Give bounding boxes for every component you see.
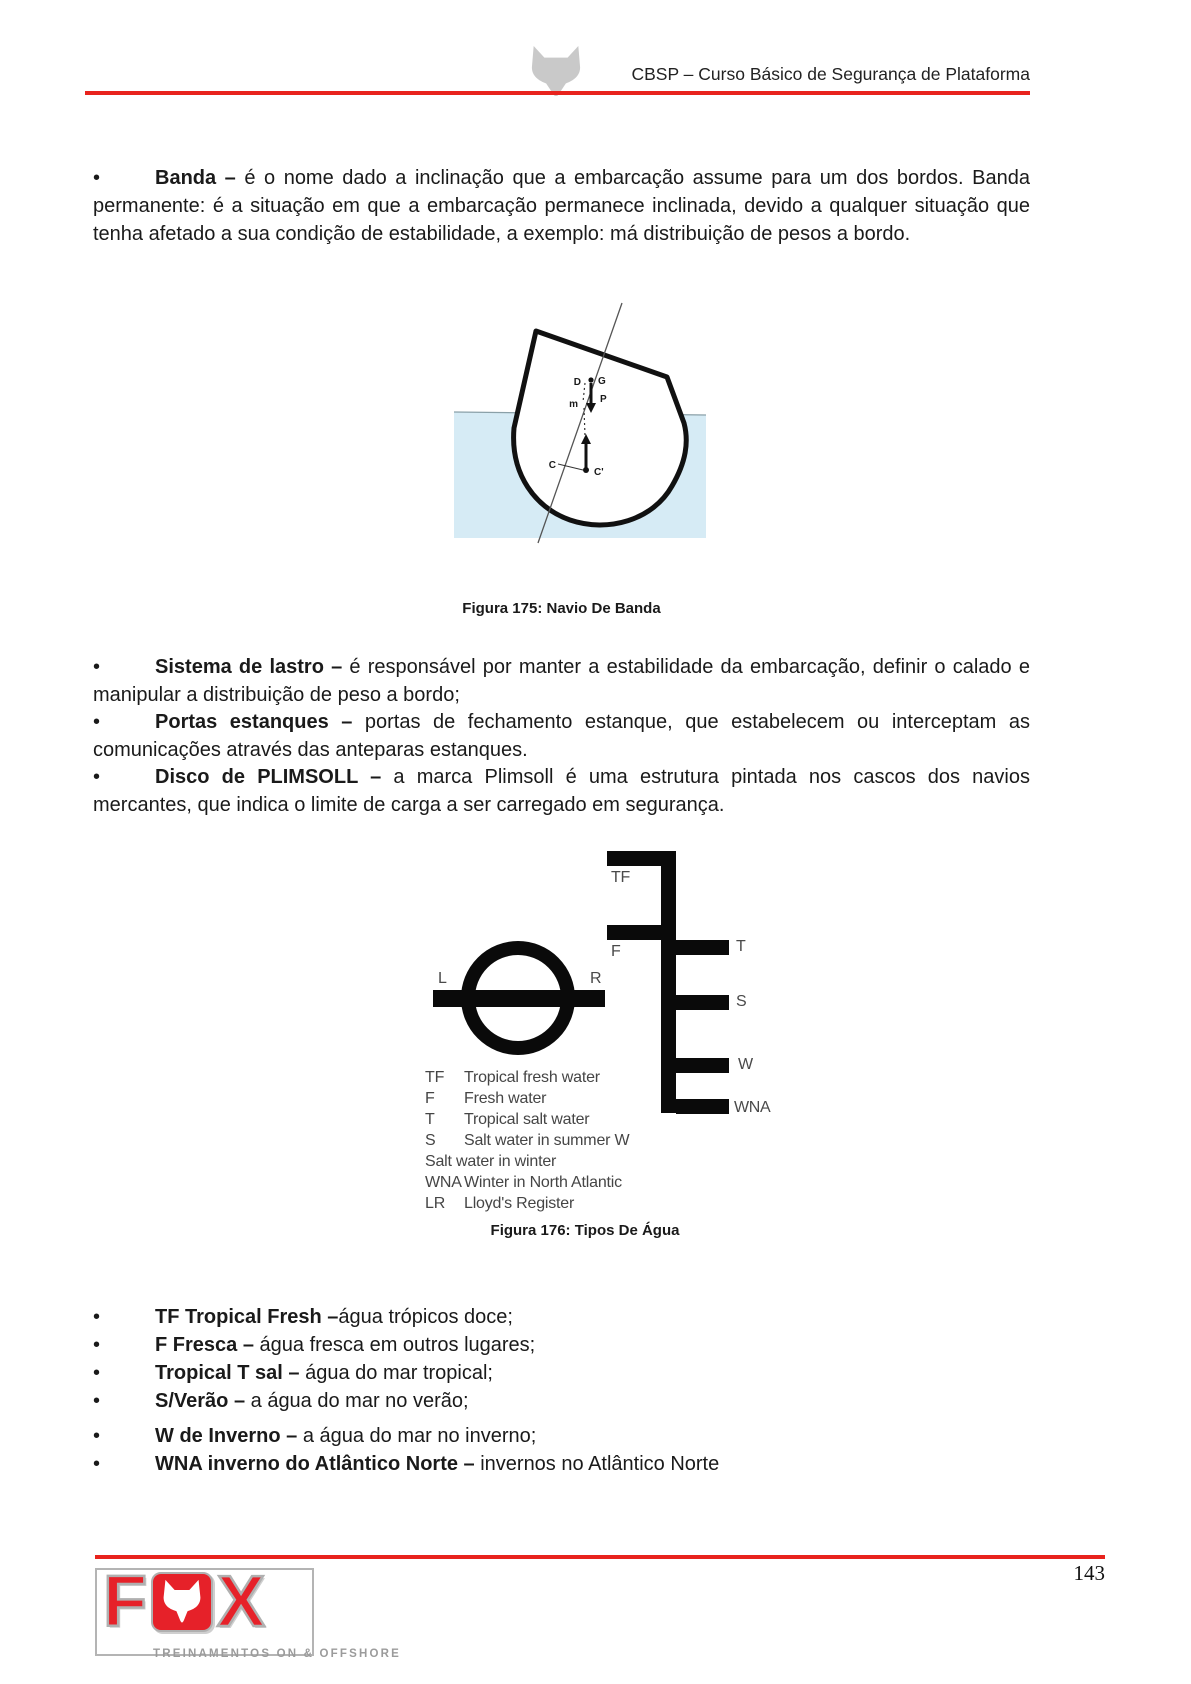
page-number: 143	[1073, 1561, 1105, 1585]
paragraph-portas-estanques	[93, 709, 1030, 764]
plimsoll-t-line	[676, 940, 729, 955]
bullet-marker: •	[93, 1334, 101, 1356]
list-item-f-text: água fresca em outros lugares;	[253, 1334, 536, 1356]
legend-abbr: S	[425, 1132, 436, 1149]
legend-desc: Tropical salt water	[464, 1111, 590, 1128]
paragraph-disco-plimsoll-text: a marca Plimsoll é uma estrutura pintada nos cascos dos navios mercantes, que indica o limite de carga a ser carregado em segurança.	[93, 766, 1030, 816]
plimsoll-wna-line	[676, 1099, 729, 1114]
figure-175-navio-de-banda	[448, 290, 710, 545]
list-item-s-text: a água do mar no verão;	[245, 1390, 469, 1412]
fox-logo-letter-f: F	[103, 1562, 147, 1642]
term-f: F Fresca –	[155, 1334, 254, 1356]
legend-abbr: LR	[425, 1195, 446, 1212]
bullet-marker: •	[93, 711, 101, 733]
paragraph-sistema-lastro-text: é responsável por manter a estabilidade da embarcação, definir o calado e manipular a distribuição de peso a bordo;	[93, 656, 1030, 706]
legend-row	[425, 1130, 655, 1151]
legend-abbr: TF	[425, 1069, 445, 1086]
fox-logo-letters	[103, 1562, 266, 1642]
bullet-marker: •	[93, 656, 101, 678]
legend-row	[425, 1193, 655, 1214]
term-sistema-lastro: Sistema de lastro –	[155, 656, 343, 678]
plimsoll-f-line	[607, 925, 667, 940]
bullet-marker: •	[93, 1453, 101, 1475]
term-w: W de Inverno –	[155, 1425, 298, 1447]
mark-label-l: L	[438, 970, 447, 987]
figure-176-plimsoll-mark	[400, 843, 770, 1223]
fox-logo-letter-x: X	[216, 1562, 266, 1642]
legend-row	[425, 1088, 655, 1109]
legend-abbr: F	[425, 1090, 435, 1107]
label-p: P	[600, 394, 607, 405]
figure-176-caption: Figura 176: Tipos De Água	[490, 1222, 680, 1239]
fox-logo-subline	[95, 1654, 150, 1656]
paragraph-disco-plimsoll	[93, 764, 1030, 819]
ship-hull-outline	[514, 331, 687, 525]
bullet-marker: •	[93, 1425, 101, 1447]
legend-row	[425, 1109, 655, 1130]
term-t: Tropical T sal –	[155, 1362, 300, 1384]
mark-label-wna: WNA	[734, 1099, 771, 1116]
term-wna: WNA inverno do Atlântico Norte –	[155, 1453, 475, 1475]
plimsoll-legend	[425, 1067, 655, 1214]
mark-label-t: T	[736, 938, 746, 955]
paragraph-banda	[93, 164, 1030, 248]
paragraph-sistema-lastro	[93, 654, 1030, 709]
legend-desc: Lloyd's Register	[464, 1195, 575, 1212]
fox-head-icon	[530, 46, 582, 96]
fox-logo-subtitle: TREINAMENTOS ON & OFFSHORE	[153, 1648, 402, 1660]
term-tf: TF Tropical Fresh –	[155, 1306, 339, 1328]
list-item-t	[93, 1359, 1053, 1387]
legend-desc: Salt water in winter	[425, 1153, 557, 1170]
list-item-s	[93, 1387, 1053, 1415]
point-g	[588, 377, 593, 382]
list-item-t-text: água do mar tropical;	[299, 1362, 493, 1384]
bullet-marker: •	[93, 1362, 101, 1384]
label-d: D	[573, 377, 581, 388]
legend-row	[425, 1172, 655, 1193]
bullet-marker: •	[93, 766, 101, 788]
term-banda: Banda –	[155, 167, 236, 189]
term-disco-plimsoll: Disco de PLIMSOLL –	[155, 766, 382, 788]
term-s: S/Verão –	[155, 1390, 246, 1412]
header-rule	[85, 91, 1030, 95]
fox-head-icon	[162, 1579, 202, 1625]
mark-label-f: F	[611, 943, 621, 960]
plimsoll-disc-line	[433, 990, 605, 1007]
water-types-list	[93, 1303, 1053, 1478]
paragraph-banda-text: é o nome dado a inclinação que a embarcação assume para um dos bordos. Banda permanente: é a situação em que a embarcação permanece inclinada, devido a qualquer situação que tenha afetado a sua condição de estabilidade, a exemplo: má distribuição de pesos a bordo.	[93, 167, 1030, 245]
mark-label-w: W	[738, 1056, 753, 1073]
legend-row	[425, 1151, 655, 1172]
mark-label-s: S	[736, 993, 747, 1010]
list-item-w-text: a água do mar no inverno;	[297, 1425, 537, 1447]
legend-desc: Fresh water	[464, 1090, 547, 1107]
paragraph-portas-estanques-text: portas de fechamento estanque, que estabelecem ou interceptam as comunicações através das anteparas estanques.	[93, 711, 1030, 761]
list-item-tf	[93, 1303, 1053, 1331]
bullet-marker: •	[93, 1306, 101, 1328]
plimsoll-w-line	[676, 1058, 729, 1073]
mark-label-tf: TF	[611, 869, 630, 886]
point-c-prime	[583, 467, 589, 473]
legend-desc: Tropical fresh water	[464, 1069, 600, 1086]
plimsoll-tf-line	[607, 851, 676, 866]
bullet-marker: •	[93, 1390, 101, 1412]
label-m: m	[569, 399, 578, 410]
ship-heeling-diagram	[448, 290, 710, 545]
plimsoll-mast-bar	[661, 851, 676, 1113]
label-g: G	[598, 376, 606, 387]
plimsoll-s-line	[676, 995, 729, 1010]
legend-row	[425, 1067, 655, 1088]
bullet-marker: •	[93, 167, 101, 189]
legend-abbr: WNA	[425, 1174, 462, 1191]
list-item-wna-text: invernos no Atlântico Norte	[474, 1453, 720, 1475]
figure-175-caption: Figura 175: Navio De Banda	[462, 600, 661, 617]
legend-abbr: T	[425, 1111, 435, 1128]
list-item-tf-text: água trópicos doce;	[338, 1306, 513, 1328]
fox-logo-o-tile	[151, 1572, 213, 1632]
term-portas-estanques: Portas estanques –	[155, 711, 353, 733]
header-title: CBSP – Curso Básico de Segurança de Plataforma	[631, 64, 1030, 84]
label-c-prime: C'	[594, 467, 604, 478]
list-item-f	[93, 1331, 1053, 1359]
label-c: C	[548, 460, 556, 471]
mark-label-r: R	[590, 970, 602, 987]
legend-desc: Winter in North Atlantic	[464, 1174, 622, 1191]
list-item-wna	[93, 1450, 1053, 1478]
fox-logo	[95, 1562, 402, 1682]
list-item-w	[93, 1422, 1053, 1450]
footer-rule	[95, 1555, 1105, 1559]
legend-desc: Salt water in summer W	[464, 1132, 630, 1149]
